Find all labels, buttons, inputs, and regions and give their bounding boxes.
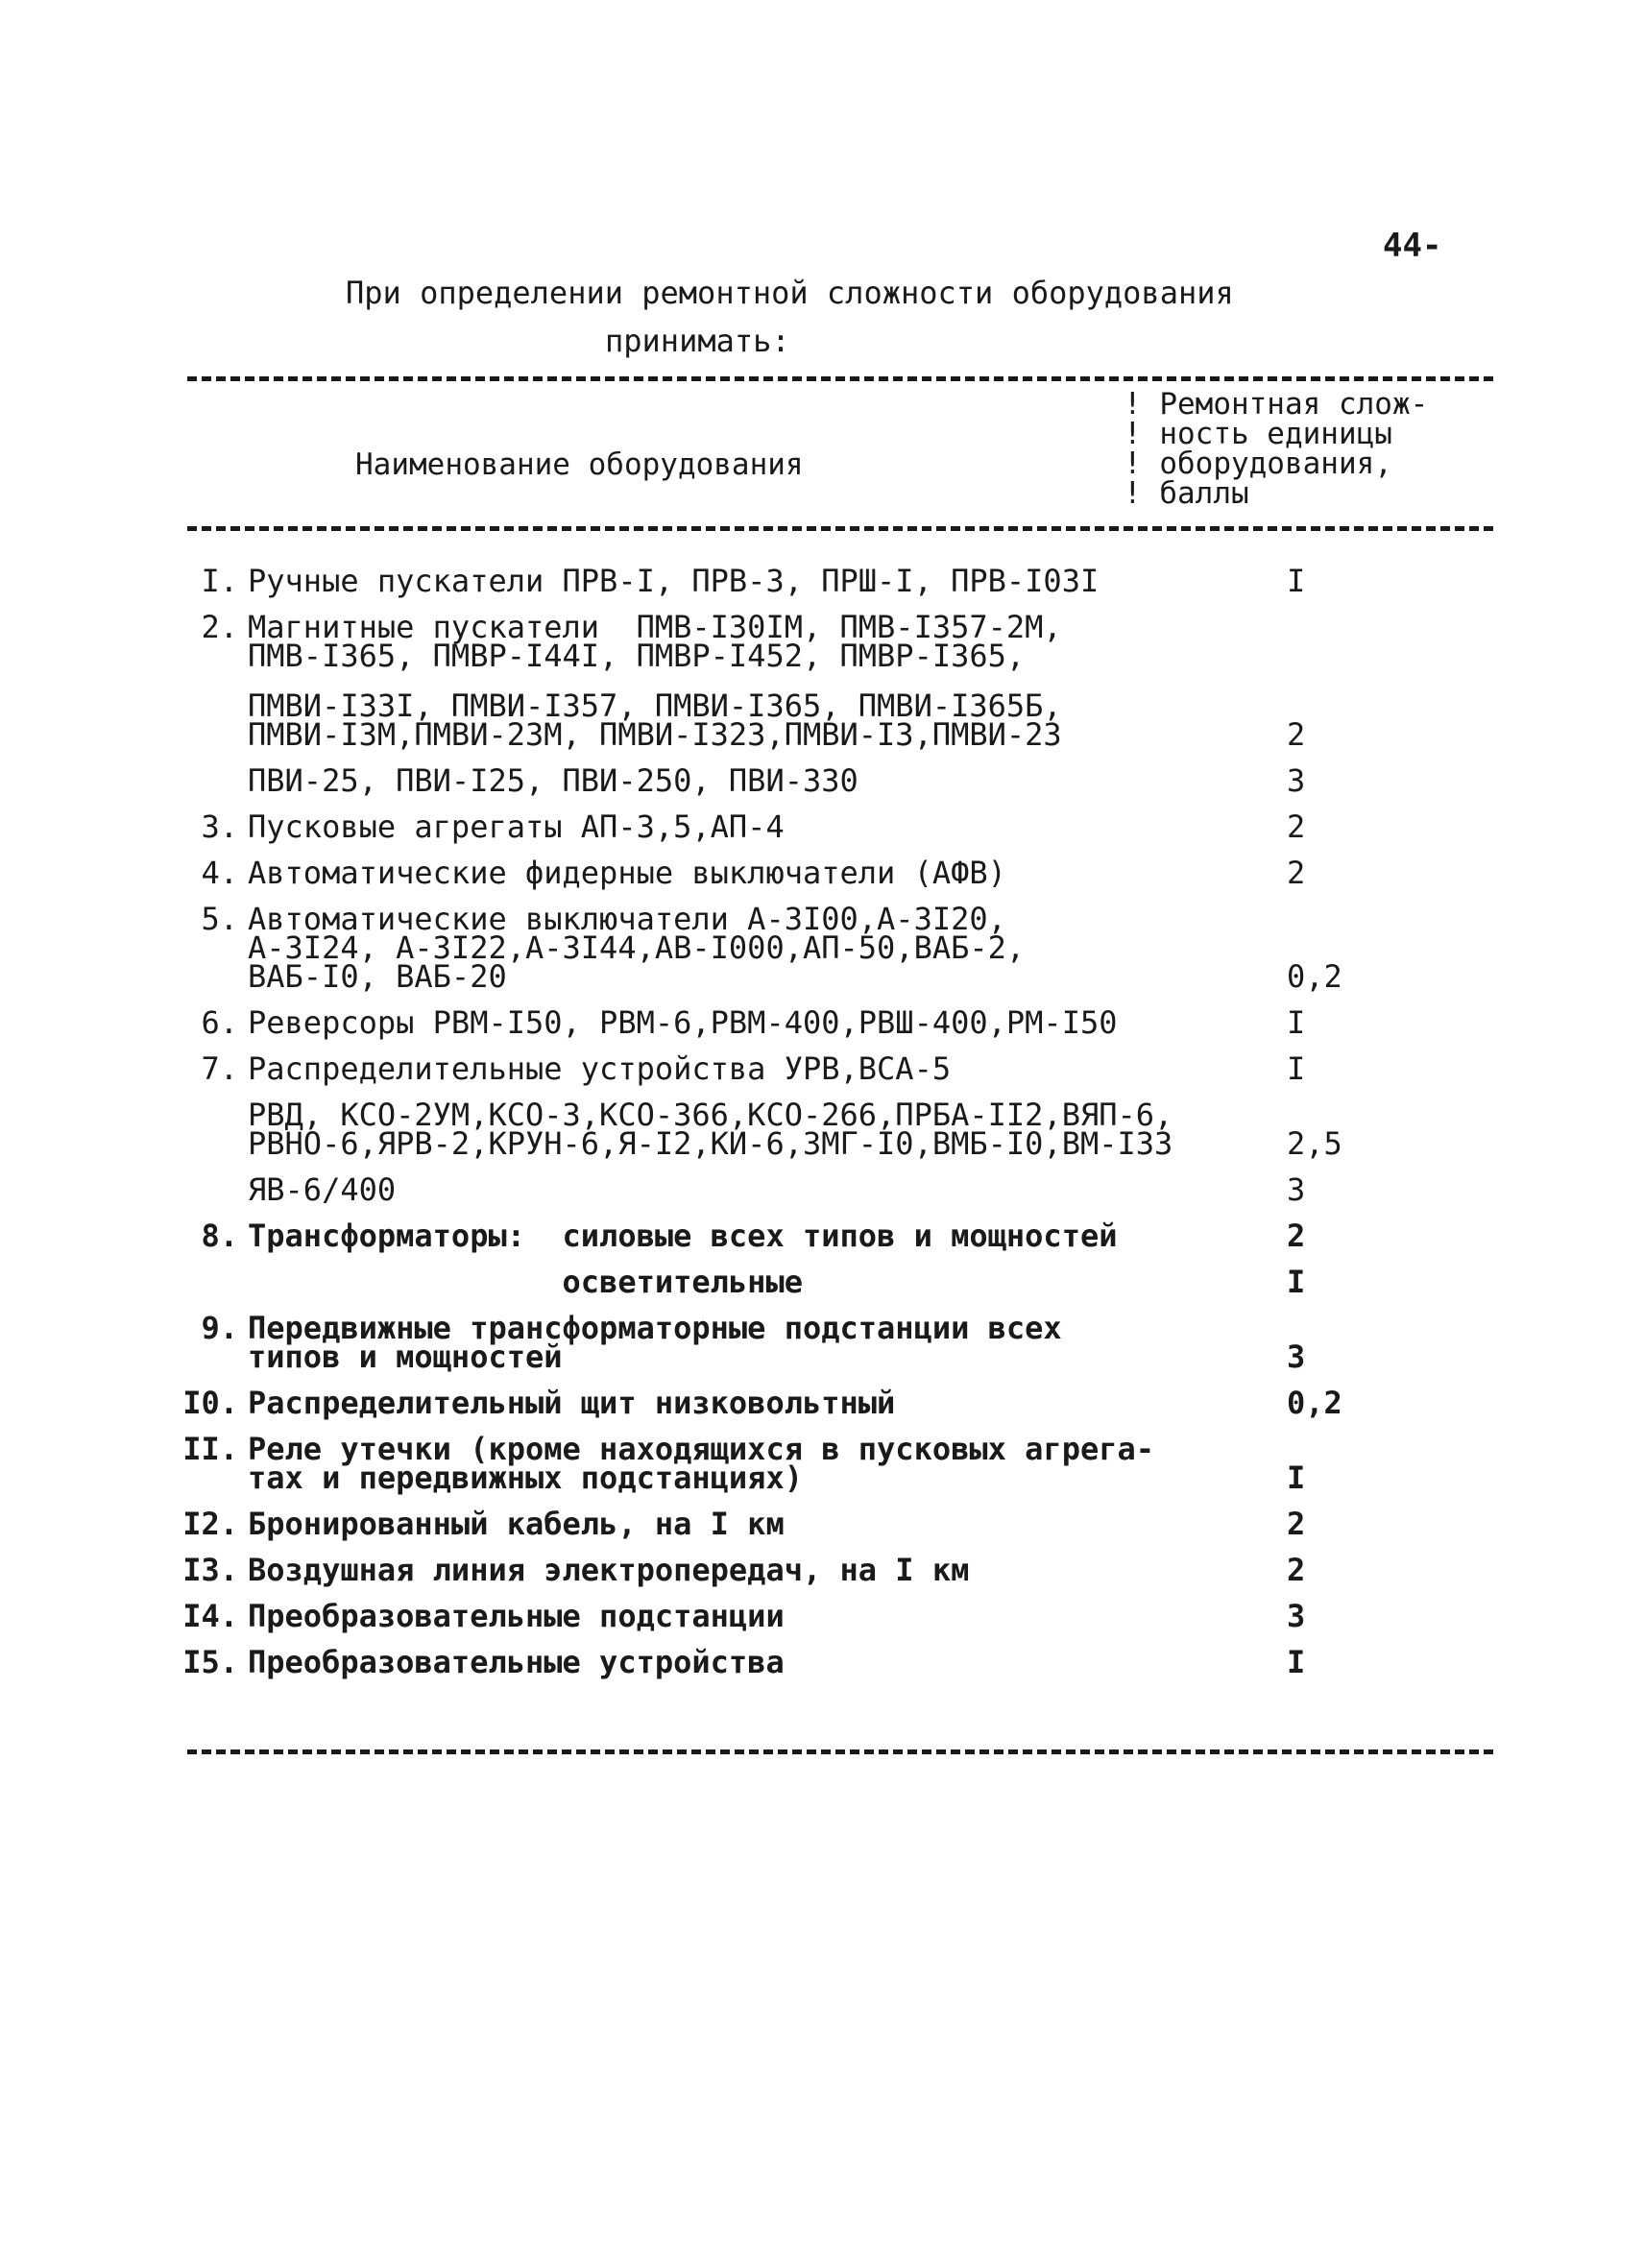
repair-complexity-value: I bbox=[1287, 1050, 1306, 1087]
repair-complexity-value: 2 bbox=[1287, 716, 1306, 753]
repair-complexity-value: 3 bbox=[1287, 762, 1306, 799]
table-top-rule bbox=[187, 376, 1493, 381]
equipment-name: Преобразовательные устройства bbox=[248, 1644, 785, 1680]
equipment-name: Автоматические фидерные выключатели (АФВ) bbox=[248, 855, 1006, 891]
table-row bbox=[154, 1171, 1498, 1208]
table-row bbox=[154, 1310, 1498, 1375]
row-number: 4. bbox=[201, 855, 238, 891]
table-row bbox=[154, 855, 1498, 891]
table-row bbox=[154, 609, 1498, 674]
table-header-rule bbox=[187, 526, 1493, 531]
table-row bbox=[154, 1385, 1498, 1421]
table-row bbox=[154, 901, 1498, 995]
equipment-name: Распределительный щит низковольтный bbox=[248, 1385, 896, 1421]
table-row bbox=[154, 563, 1498, 599]
table-row bbox=[154, 1598, 1498, 1634]
column-header-score bbox=[1124, 387, 1488, 511]
row-number: I4. bbox=[182, 1598, 238, 1634]
repair-complexity-value: 3 bbox=[1287, 1598, 1306, 1634]
repair-complexity-value: I bbox=[1287, 1004, 1306, 1041]
equipment-name: Реле утечки (кроме находящихся в пусковых агрега- тах и передвижных подстанциях) bbox=[248, 1431, 1155, 1496]
repair-complexity-value: 0,2 bbox=[1287, 958, 1342, 995]
page-number: 44- bbox=[1383, 227, 1442, 265]
equipment-table-body bbox=[154, 563, 1498, 1680]
table-row bbox=[154, 1050, 1498, 1087]
heading-line-1: При определении ремонтной сложности оборудования bbox=[346, 275, 1234, 311]
equipment-name: ПМВИ-I33I, ПМВИ-I357, ПМВИ-I365, ПМВИ-I365Б, ПМВИ-I3М,ПМВИ-23М, ПМВИ-I323,ПМВИ-I3,ПМВИ-23 bbox=[248, 688, 1062, 753]
equipment-name: РВД, КСО-2УМ,КСО-3,КСО-366,КСО-266,ПРБА-II2,ВЯП-6, РВНО-6,ЯРВ-2,КРУН-6,Я-I2,КИ-6,ЗМГ-I0,ВМБ-I0,ВМ-I33 bbox=[248, 1097, 1173, 1162]
repair-complexity-value: I bbox=[1287, 1264, 1306, 1300]
repair-complexity-value: 3 bbox=[1287, 1171, 1306, 1208]
table-row bbox=[154, 1506, 1498, 1542]
equipment-name: Ручные пускатели ПРВ-I, ПРВ-3, ПРШ-I, ПРВ-I03I bbox=[248, 563, 1100, 599]
equipment-name: Бронированный кабель, на I км bbox=[248, 1506, 785, 1542]
repair-complexity-value: 2 bbox=[1287, 808, 1306, 845]
column-header-score-line: ! Ремонтная слож- bbox=[1124, 387, 1429, 422]
repair-complexity-value: 2 bbox=[1287, 1506, 1306, 1542]
row-number: 3. bbox=[201, 808, 238, 845]
row-number: 5. bbox=[201, 901, 238, 937]
row-number: 8. bbox=[201, 1218, 238, 1254]
row-number: 2. bbox=[201, 609, 238, 645]
repair-complexity-value: 2 bbox=[1287, 855, 1306, 891]
equipment-name: ЯВ-6/400 bbox=[248, 1171, 397, 1208]
row-number: 6. bbox=[201, 1004, 238, 1041]
equipment-name: Реверсоры РВМ-I50, РВМ-6,РВМ-400,РВШ-400,РМ-I50 bbox=[248, 1004, 1118, 1041]
equipment-name: Передвижные трансформаторные подстанции всех типов и мощностей bbox=[248, 1310, 1062, 1375]
column-header-name: Наименование оборудования bbox=[355, 447, 804, 482]
repair-complexity-value: 3 bbox=[1287, 1339, 1306, 1375]
table-row bbox=[154, 1097, 1498, 1162]
equipment-name: Распределительные устройства УРВ,ВСА-5 bbox=[248, 1050, 952, 1087]
table-row bbox=[154, 1552, 1498, 1588]
row-number: II. bbox=[182, 1431, 238, 1467]
equipment-name: осветительные bbox=[248, 1264, 803, 1300]
repair-complexity-value: 2 bbox=[1287, 1218, 1306, 1254]
repair-complexity-value: 2,5 bbox=[1287, 1125, 1342, 1162]
heading-line-2: принимать: bbox=[605, 323, 790, 359]
repair-complexity-value: 0,2 bbox=[1287, 1385, 1342, 1421]
equipment-name: Автоматические выключатели А-3I00,А-3I20, А-3I24, А-3I22,А-3I44,АВ-I000,АП-50,ВАБ-2, ВАБ-I0, ВАБ-20 bbox=[248, 901, 1026, 995]
table-bottom-rule bbox=[187, 1749, 1493, 1754]
repair-complexity-value: I bbox=[1287, 1460, 1306, 1496]
equipment-name: Пусковые агрегаты АП-3,5,АП-4 bbox=[248, 808, 785, 845]
row-number: 9. bbox=[201, 1310, 238, 1346]
column-header-score-line: ! ность единицы bbox=[1124, 417, 1392, 451]
table-row bbox=[154, 808, 1498, 845]
column-header-score-line: ! оборудования, bbox=[1124, 446, 1392, 481]
table-row bbox=[154, 762, 1498, 799]
table-row bbox=[154, 1431, 1498, 1496]
table-row bbox=[154, 1264, 1498, 1300]
repair-complexity-value: I bbox=[1287, 563, 1306, 599]
row-number: 7. bbox=[201, 1050, 238, 1087]
equipment-name: Магнитные пускатели ПМВ-I30IМ, ПМВ-I357-2М, ПМВ-I365, ПМВР-I44I, ПМВР-I452, ПМВР-I365, bbox=[248, 609, 1062, 674]
table-row bbox=[154, 1004, 1498, 1041]
table-row bbox=[154, 1644, 1498, 1680]
row-number: I3. bbox=[182, 1552, 238, 1588]
document-heading bbox=[346, 269, 1306, 365]
table-row bbox=[154, 1218, 1498, 1254]
equipment-name: Преобразовательные подстанции bbox=[248, 1598, 785, 1634]
row-number: I0. bbox=[182, 1385, 238, 1421]
column-header-score-line: ! баллы bbox=[1124, 476, 1249, 511]
row-number: I2. bbox=[182, 1506, 238, 1542]
equipment-name: Трансформаторы: силовые всех типов и мощностей bbox=[248, 1218, 1118, 1254]
table-row bbox=[154, 688, 1498, 753]
repair-complexity-value: 2 bbox=[1287, 1552, 1306, 1588]
row-number: I. bbox=[201, 563, 238, 599]
equipment-name: Воздушная линия электропередач, на I км bbox=[248, 1552, 970, 1588]
equipment-name: ПВИ-25, ПВИ-I25, ПВИ-250, ПВИ-330 bbox=[248, 762, 858, 799]
row-number: I5. bbox=[182, 1644, 238, 1680]
repair-complexity-value: I bbox=[1287, 1644, 1306, 1680]
